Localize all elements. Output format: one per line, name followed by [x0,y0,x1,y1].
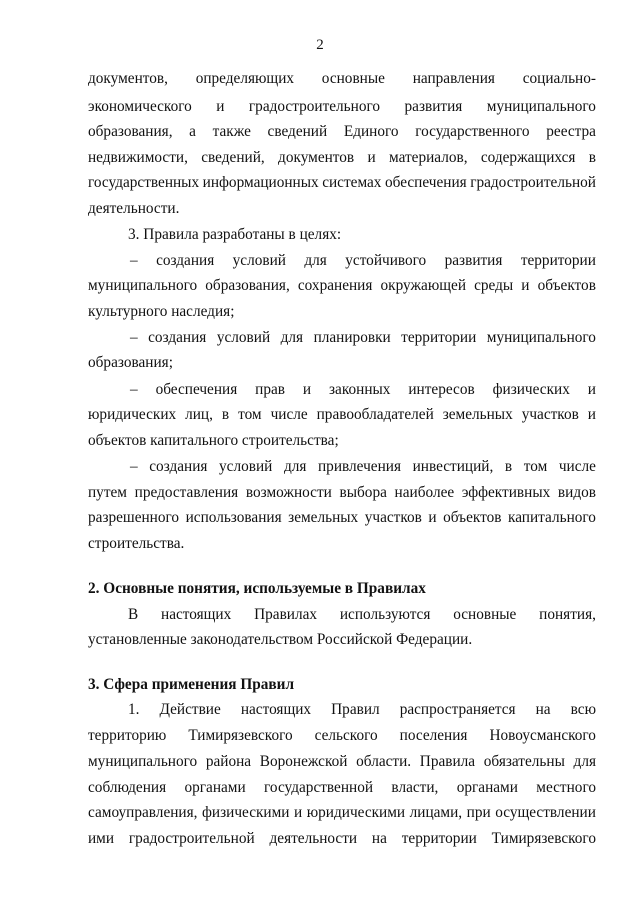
dash-item-line [130,457,596,477]
dash-item-line [130,380,596,400]
word: сведений, [201,149,265,166]
word: разрешенного [88,509,180,526]
word: направления [412,70,495,87]
section-heading: 3. Сфера применения Правил [88,676,295,693]
word: путем [88,484,127,501]
word: и [428,509,437,526]
word: и [587,381,596,398]
word: инвестиций, [412,458,494,475]
word: в [504,458,513,475]
word: земельных [442,406,513,423]
word: видов [557,484,596,501]
word: власти, [391,779,439,796]
word: 1. [128,701,140,718]
word: законных [329,381,391,398]
word: области. [356,753,412,770]
dash-item-line [130,251,596,271]
text-line [88,148,596,168]
word: определяющих [195,70,295,87]
word: настоящих [240,701,312,718]
word: материалов, [389,149,468,166]
word: а [189,123,196,140]
word: Действие [159,701,221,718]
word: системах [322,174,382,191]
word: развития [444,252,503,269]
word: градостроительной [128,830,255,847]
dash-item-line [130,328,596,348]
word: и [587,406,596,423]
word: Воронежской [259,753,348,770]
text-line [88,122,596,142]
word: для [573,753,596,770]
word: и [294,804,303,821]
word: в [588,149,596,166]
word: местного [536,779,596,796]
word: самоуправления, [88,804,198,821]
word: и [216,98,225,115]
word: участков [521,406,579,423]
text-line: установленные законодательством Российской Федерации. [88,631,473,648]
word: участков [364,509,422,526]
word: поселения [399,727,468,744]
word: возможности [245,484,332,501]
word: всю [570,701,596,718]
word: Новоусманского [489,727,596,744]
word: – [130,252,138,269]
word: обеспечения [384,174,467,191]
word: территории [401,830,477,847]
word: для [283,458,307,475]
text-line [88,508,596,528]
word: и [367,149,376,166]
word: окружающей [380,277,467,294]
word: государственного [415,123,530,140]
word: территории [520,252,596,269]
word: прав [255,381,286,398]
word: устойчивого [345,252,427,269]
word: территории [401,329,477,346]
text-line [88,829,596,849]
word: Тимирязевского [491,830,596,847]
text-line: строительства. [88,535,185,552]
word: органами [456,779,518,796]
word: и [302,381,312,398]
word: основные [453,606,517,623]
text-line: деятельности. [88,200,180,217]
word: юридическими [306,804,406,821]
text-line [88,97,596,117]
word: условий [216,329,271,346]
word: лиц, [185,406,213,423]
word: района [205,753,252,770]
word: государственных [88,174,200,191]
word: планировки [313,329,391,346]
word: на [371,830,387,847]
word: органами [184,779,246,796]
word: понятия, [539,606,596,623]
word: образования, [205,277,290,294]
word: эффективных [461,484,551,501]
text-line: объектов капитального строительства; [88,432,339,449]
text-line [88,483,596,503]
word: сохранения [297,277,373,294]
word: документов [278,149,355,166]
word: среды [474,277,514,294]
word: основные [321,70,385,87]
word: – [130,458,138,475]
text-line [88,726,596,746]
text-line [88,69,596,89]
text-line [88,803,596,823]
text-line [128,605,596,625]
page-number: 2 [316,37,324,53]
list-heading: 3. Правила разработаны в целях: [128,226,342,243]
word: осуществлении [495,804,596,821]
word: объектов [443,509,502,526]
word: для [304,252,327,269]
word: также [212,123,251,140]
text-line [88,173,596,193]
word: – [130,381,138,398]
word: деятельности [269,830,358,847]
word: сведений [267,123,328,140]
word: создания [148,329,207,346]
word: для [280,329,304,346]
word: и [521,277,530,294]
text-line [88,276,596,296]
word: юридических [88,406,177,423]
word: выбора [339,484,387,501]
word: физическими [202,804,290,821]
word: недвижимости, [88,149,188,166]
word: земельных [288,509,359,526]
word: ими [88,830,115,847]
word: реестра [546,123,596,140]
word: образования, [88,123,173,140]
word: наиболее [394,484,455,501]
word: числе [558,458,596,475]
word: развития [404,98,463,115]
word: числе [270,406,308,423]
word: лицами, [409,804,463,821]
word: муниципального [88,753,198,770]
word: интересов [408,381,475,398]
word: территорию [88,727,167,744]
word: объектов [537,277,596,294]
word: соблюдения [88,779,167,796]
text-line [88,752,596,772]
word: Правила [419,753,476,770]
word: муниципального [88,277,198,294]
word: на [535,701,551,718]
word: распространяется [399,701,516,718]
word: социально- [522,70,596,87]
word: муниципального [486,98,596,115]
word: градостроительной [470,174,596,191]
word: экономического [88,98,192,115]
word: муниципального [486,329,596,346]
word: сельского [314,727,378,744]
word: при [466,804,491,821]
word: В [128,606,139,623]
word: используются [339,606,431,623]
word: Правилах [254,606,318,623]
word: в [221,406,230,423]
text-line [88,405,596,425]
text-line: культурного наследия; [88,303,235,320]
word: обеспечения [155,381,238,398]
word: государственной [264,779,374,796]
word: привлечения [318,458,401,475]
word: том [238,406,262,423]
word: Правил [331,701,380,718]
word: Тимирязевского [188,727,293,744]
word: Единого [343,123,399,140]
word: условий [219,458,273,475]
word: использования [185,509,282,526]
word: настоящих [161,606,232,623]
word: физических [492,381,570,398]
word: правообладателей [316,406,434,423]
word: – [130,329,138,346]
word: предоставления [134,484,239,501]
text-line [88,778,596,798]
word: документов, [88,70,168,87]
word: информационных [202,174,319,191]
word: создания [156,252,215,269]
text-line [128,700,596,720]
word: условий [232,252,286,269]
section-heading: 2. Основные понятия, используемые в Правилах [88,580,426,597]
word: капитального [508,509,596,526]
text-line: образования; [88,354,173,371]
word: обязательны [483,753,565,770]
word: содержащихся [480,149,576,166]
word: градостроительного [248,98,381,115]
word: том [523,458,548,475]
word: создания [149,458,208,475]
